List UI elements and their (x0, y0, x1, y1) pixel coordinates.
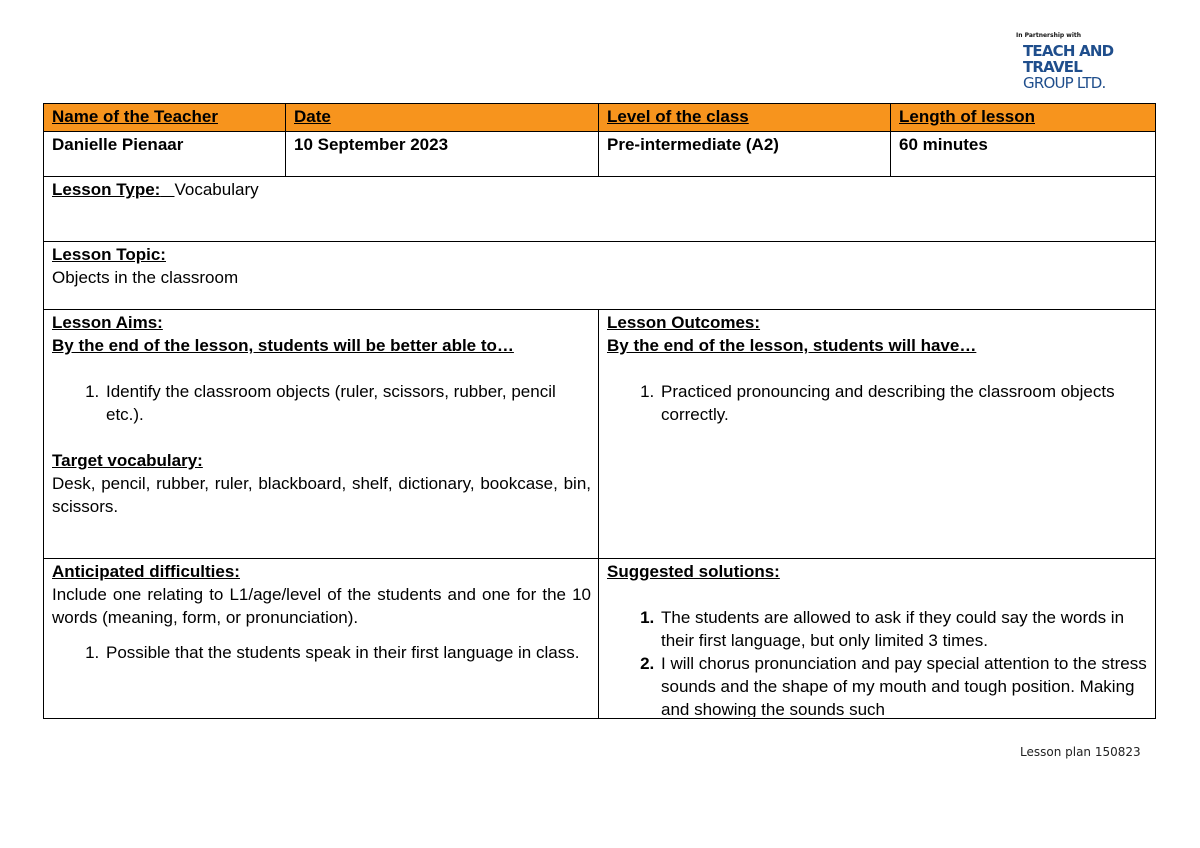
lesson-date: 10 September 2023 (286, 132, 599, 177)
lesson-outcomes-label: Lesson Outcomes: (607, 313, 761, 332)
lesson-topic-row (44, 242, 1156, 310)
lesson-length: 60 minutes (891, 132, 1156, 177)
difficulties-list (52, 641, 591, 664)
lesson-type-cell (44, 177, 1156, 242)
info-row (44, 132, 1156, 177)
header-row (44, 104, 1156, 132)
difficulties-intro: Include one relating to L1/age/level of the students and one for the 10 words (meaning, form, or pronunciation). (52, 585, 591, 627)
lesson-outcomes-intro: By the end of the lesson, students will have… (607, 336, 977, 355)
teacher-name: Danielle Pienaar (44, 132, 286, 177)
header-teacher: Name of the Teacher (44, 104, 286, 132)
solution-item: 2. I will chorus pronunciation and pay special attention to the stress sounds and the shape of my mouth and tough position. Making and showing the sounds such (659, 652, 1148, 717)
logo-line-1: TEACH AND TRAVEL (1023, 42, 1114, 76)
lesson-aims-intro: By the end of the lesson, students will be better able to… (52, 336, 514, 355)
lesson-type-value: Vocabulary (174, 180, 259, 199)
solutions-label: Suggested solutions: (607, 562, 780, 581)
lesson-topic-cell (44, 242, 1156, 310)
lesson-aims-label: Lesson Aims: (52, 313, 163, 332)
difficulty-item: 1. Possible that the students speak in their first language in class. (104, 641, 591, 664)
difficulties-label: Anticipated difficulties: (52, 562, 240, 581)
lesson-plan-table (43, 103, 1156, 719)
aims-list (52, 380, 591, 426)
lesson-type-label: Lesson Type: (52, 180, 161, 199)
target-vocabulary-label: Target vocabulary: (52, 451, 203, 470)
lesson-outcomes-cell (599, 310, 1156, 559)
lesson-topic-value: Objects in the classroom (52, 268, 239, 287)
logo-tagline: In Partnership with (1016, 32, 1082, 39)
logo-line-2: GROUP LTD. (1023, 74, 1106, 92)
aim-item: 1. Identify the classroom objects (ruler, scissors, rubber, pencil etc.). (104, 380, 591, 426)
header-length: Length of lesson (891, 104, 1156, 132)
footer-label: Lesson plan 150823 (1020, 745, 1141, 759)
header-date: Date (286, 104, 599, 132)
header-level: Level of the class (599, 104, 891, 132)
solution-item: 1. The students are allowed to ask if they could say the words in their first language, but only limited 3 times. (659, 606, 1148, 652)
lesson-aims-cell (44, 310, 599, 559)
lesson-topic-label: Lesson Topic: (52, 245, 166, 264)
target-vocabulary: Desk, pencil, rubber, ruler, blackboard, shelf, dictionary, bookcase, bin, scissors. (52, 474, 591, 516)
class-level: Pre-intermediate (A2) (599, 132, 891, 177)
partner-logo (1014, 32, 1144, 91)
outcomes-list (607, 380, 1148, 426)
aims-outcomes-row (44, 310, 1156, 559)
solutions-cell (599, 559, 1156, 719)
lesson-type-row (44, 177, 1156, 242)
difficulties-row (44, 559, 1156, 719)
outcome-item: 1. Practiced pronouncing and describing the classroom objects correctly. (659, 380, 1148, 426)
difficulties-cell (44, 559, 599, 719)
solutions-list (607, 606, 1148, 717)
